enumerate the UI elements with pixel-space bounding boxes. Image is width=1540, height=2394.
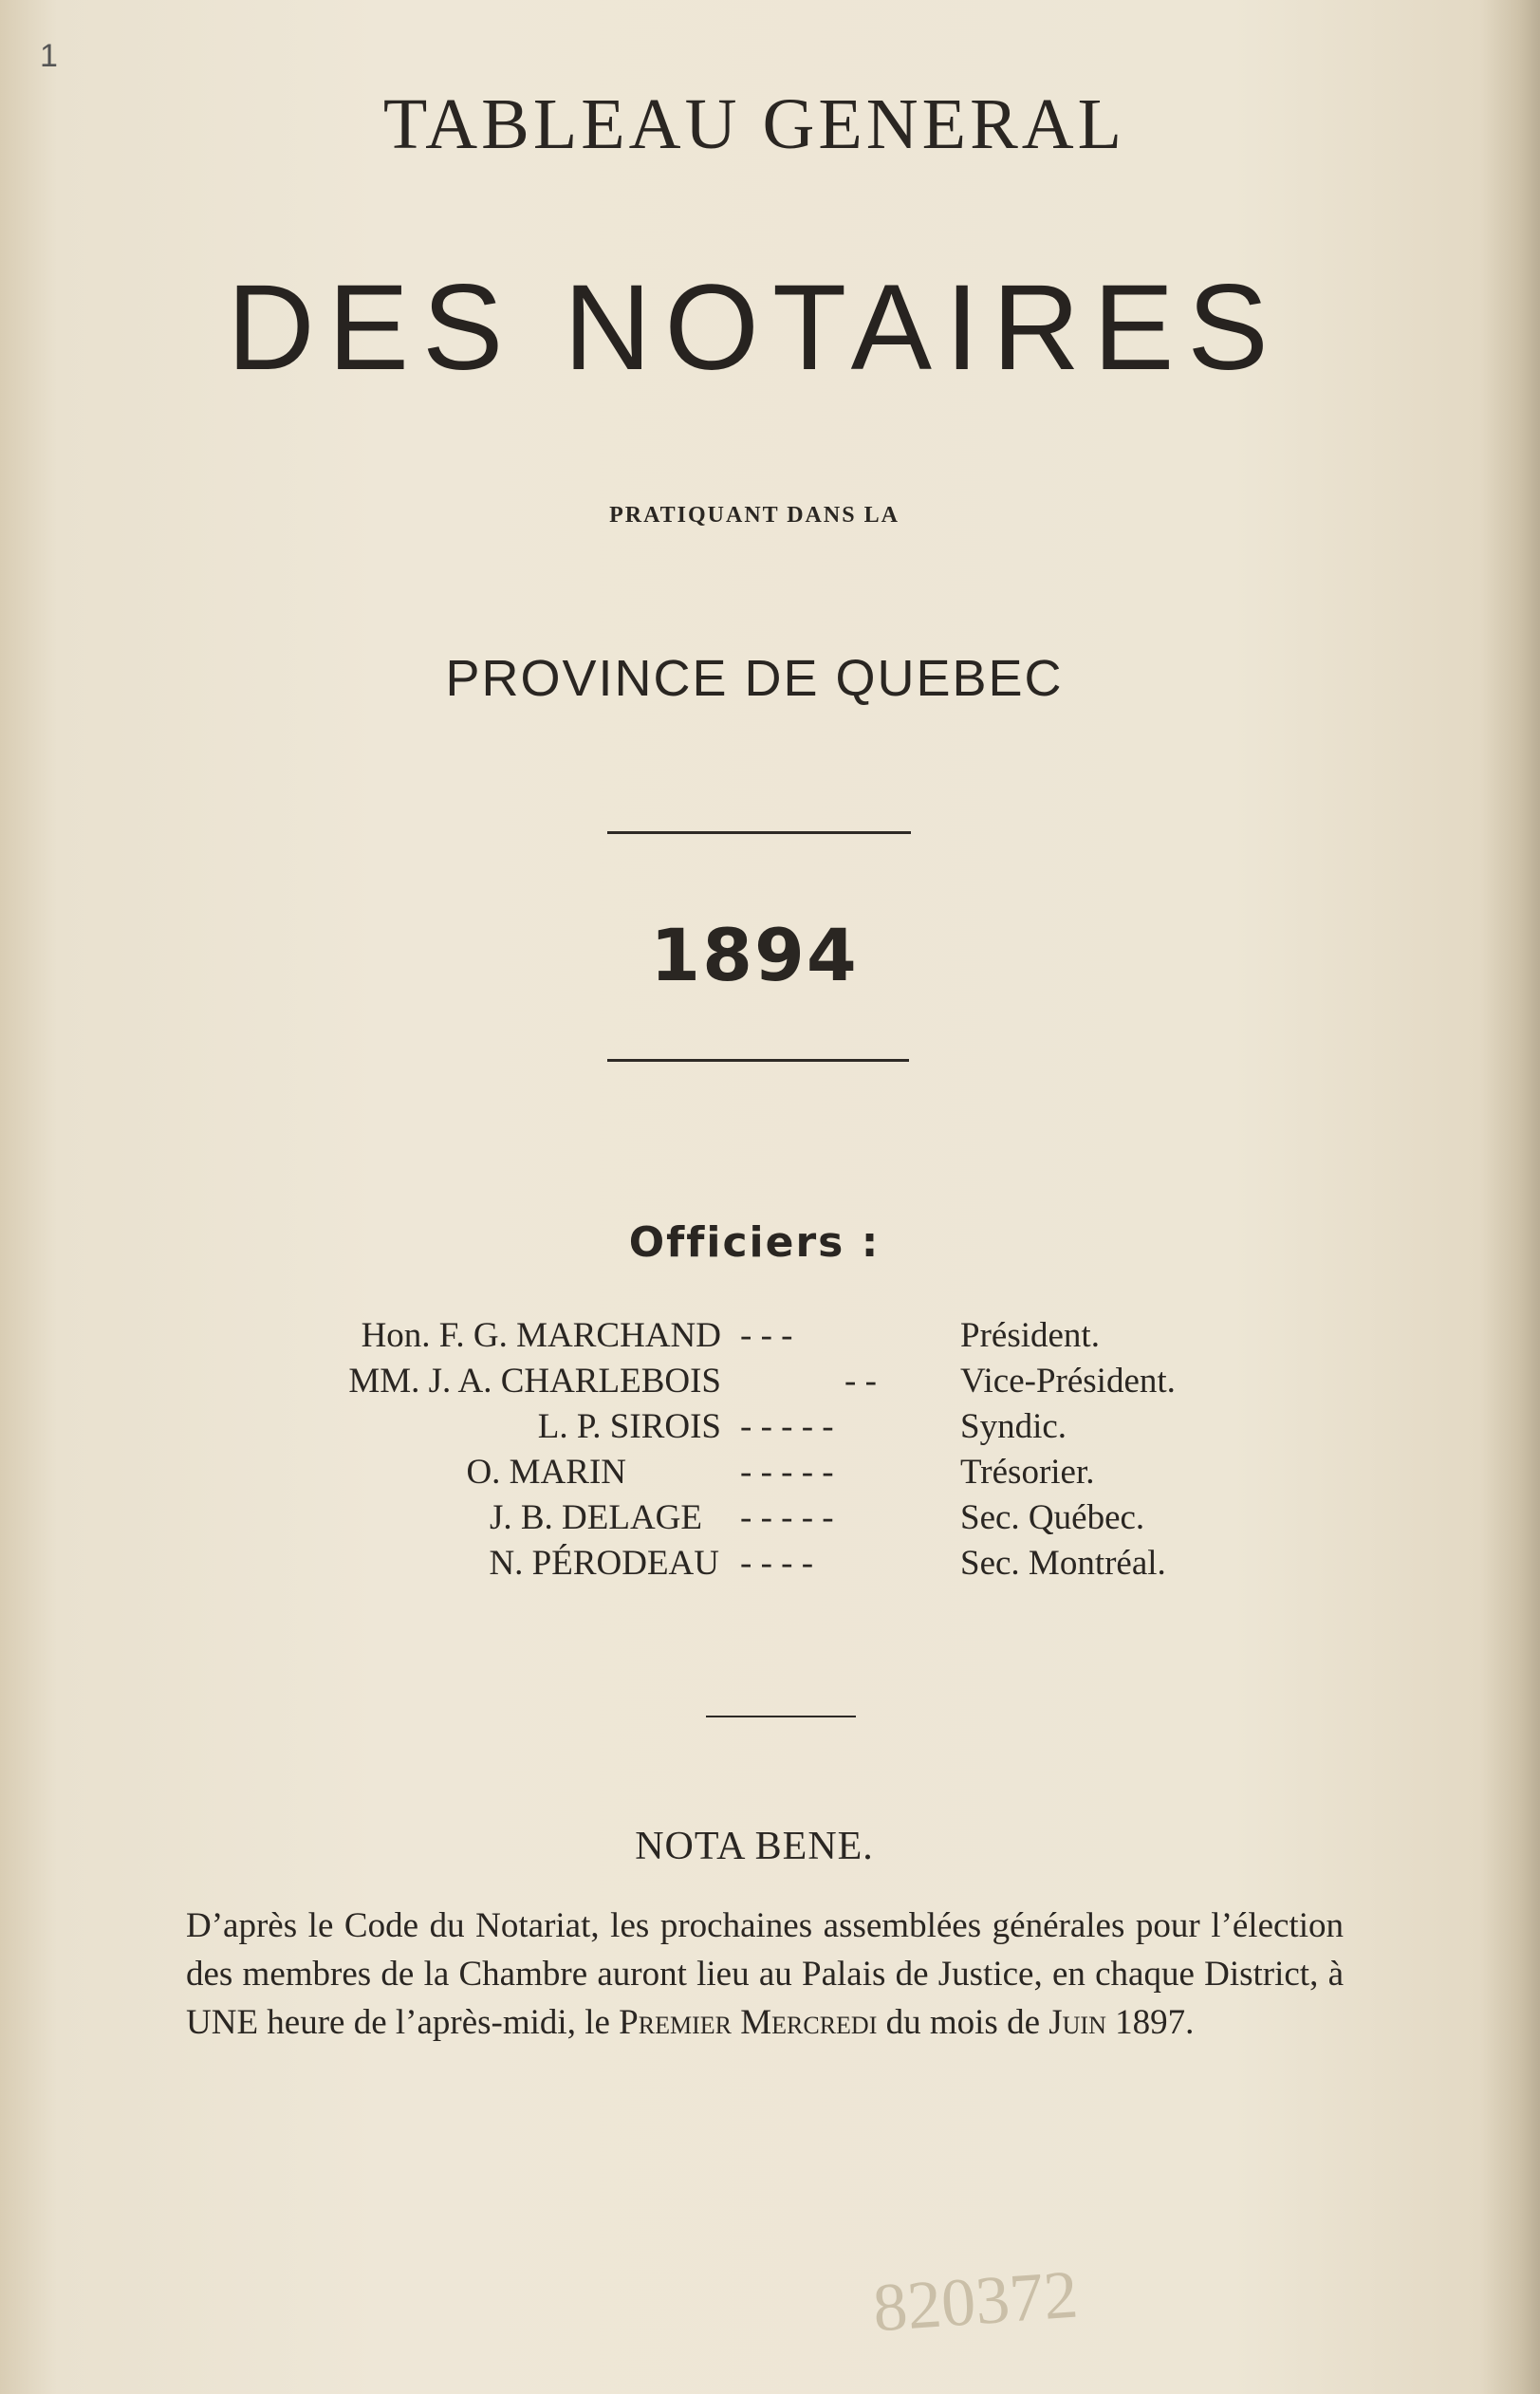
nota-bene-date-emphasis: Premier Mercredi [619,2003,878,2042]
officer-name: J. B. DELAGE [489,1498,702,1537]
nota-bene-text-part2: du mois de [877,2003,1049,2042]
nota-bene-month-emphasis: Juin [1048,2003,1106,2042]
officer-role: Syndic. [960,1407,1067,1446]
officer-row [313,1452,1262,1497]
divider-short [706,1716,856,1717]
library-stamp-number: 820372 [870,2255,1081,2347]
divider-bottom [607,1059,909,1062]
officer-role: Sec. Québec. [960,1498,1145,1537]
officer-leader: - - - - [740,1544,814,1583]
officer-name: MM. J. A. CHARLEBOIS [348,1362,721,1401]
divider-top [607,831,911,834]
nota-bene-text [186,1902,1344,2047]
title-line-2: DES NOTAIRES [227,260,1282,396]
officer-leader: - - - [740,1316,793,1355]
officer-role: Vice-Président. [960,1362,1176,1401]
title-line-1: TABLEAU GENERAL [382,84,1126,164]
officer-row [313,1361,1262,1406]
year: 1894 [650,913,859,997]
officer-leader: - - [844,1362,877,1401]
officer-name: L. P. SIROIS [537,1407,721,1446]
officer-row [313,1406,1262,1452]
province-title: PROVINCE DE QUEBEC [445,650,1064,707]
officers-heading: Officiers : [628,1218,881,1267]
officer-row [313,1543,1262,1588]
officer-leader: - - - - - [740,1453,834,1492]
officer-leader: - - - - - [740,1498,834,1537]
officer-row [313,1497,1262,1543]
corner-mark: 1 [40,38,58,74]
officer-leader: - - - - - [740,1407,834,1446]
officer-role: Sec. Montréal. [960,1544,1166,1583]
officer-role: Président. [960,1316,1100,1355]
officer-row [313,1315,1262,1361]
nota-bene-heading: NOTA BENE. [635,1825,874,1868]
nota-bene-text-part3: 1897. [1105,2003,1195,2042]
officer-role: Trésorier. [960,1453,1095,1492]
officer-name: N. PÉRODEAU [489,1544,719,1583]
nota-bene-text-part1: D’après le Code du Notariat, les prochaines assemblées générales pour l’élection des membres de la Chambre auront lieu au Palais de Justice, en chaque District, à UNE heure de l’après-midi, le [186,1906,1344,2042]
officer-name: O. MARIN [466,1453,626,1492]
officer-name: Hon. F. G. MARCHAND [361,1316,721,1355]
subtitle: PRATIQUANT DANS LA [609,503,900,528]
